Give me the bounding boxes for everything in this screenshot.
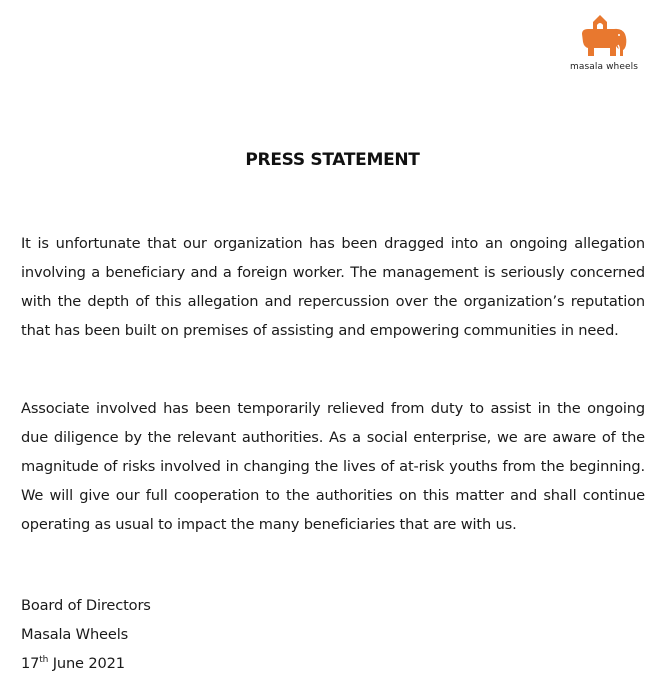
- signature-board: Board of Directors: [21, 597, 151, 614]
- document-title: PRESS STATEMENT: [245, 150, 420, 170]
- signature-block: [21, 591, 151, 678]
- signature-organization: Masala Wheels: [21, 626, 129, 643]
- elephant-house-logo-icon: [578, 12, 630, 60]
- date-day: 17: [21, 655, 40, 672]
- brand-logo: [566, 12, 642, 72]
- paragraph-2: Associate involved has been temporarily relieved from duty to assist in the ongoing due diligence by the relevant authorities. As a social enterprise, we are aware of the magnitude of risks involved in changing the lives of at-risk youths from the beginning. We will give our full cooperation to the authorities on this matter and shall continue operating as usual to impact the many beneficiaries that are with us.: [21, 400, 645, 533]
- date-month-year: June 2021: [48, 655, 125, 672]
- paragraph-1: It is unfortunate that our organization has been dragged into an ongoing allegation involving a beneficiary and a foreign worker. The management is seriously concerned with the depth of this allegation and repercussion over the organization’s reputation that has been built on premises of assisting and empowering communities in need.: [21, 235, 645, 339]
- brand-name: masala wheels: [570, 62, 638, 72]
- date-suffix: th: [39, 655, 49, 666]
- signature-date: [21, 649, 151, 678]
